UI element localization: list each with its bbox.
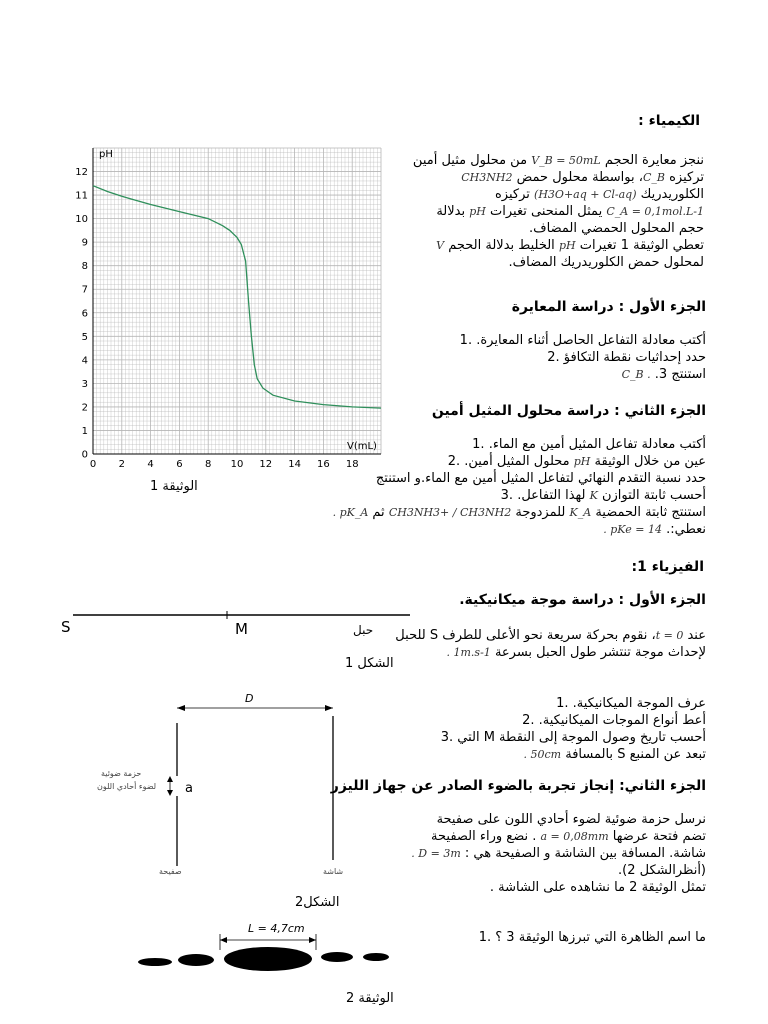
x-tick-label: 4 <box>147 459 154 470</box>
fringe <box>321 952 353 962</box>
figure1-caption: الشكل 1 <box>345 656 394 671</box>
y-tick-label: 9 <box>81 237 88 249</box>
y-tick-label: 10 <box>75 214 88 226</box>
graph-x-tick-labels <box>90 459 359 470</box>
titration-graph <box>70 140 390 480</box>
beam-label-2: لضوء أحادي اللون <box>97 782 157 791</box>
list-item: أعط أنواع الموجات الميكانيكية. .2 <box>522 713 706 728</box>
chemistry-part2-list <box>326 436 706 542</box>
physics-part2-title: الجزء الثاني: إنجاز تجربة بالضوء الصادر عن جهاز الليزر <box>330 778 706 794</box>
list-item: أحسب تاريخ وصول الموجة إلى النقطة M التي .3 <box>440 730 706 745</box>
chemistry-title: الكيمياء : <box>638 113 700 129</box>
figure2-caption: الشكل2 <box>295 895 340 910</box>
chemistry-intro: ننجز معايرة الحجم V_B = 50mL من محلول مثيل أمين تركيزه C_B، بواسطة محلول حمض CH3NH2 الكلوريدريك (H3O+aq + Cl-aq) تركيزه C_A = 0,1mol.L-1 يمثل المنحنى تغيرات pH بدلالة حجم المحلول الحمضي المضاف. تعطي الوثيقة 1 تغيرات pH الخليط بدلالة الحجم V لمحلول حمض الكلوريدريك المضاف. <box>412 153 704 270</box>
document2-caption: الوثيقة 2 <box>346 991 394 1006</box>
x-tick-label: 10 <box>230 459 244 470</box>
rope-label: حبل <box>353 623 374 637</box>
list-item: أكتب معادلة تفاعل المثيل أمين مع الماء. .1 <box>472 437 706 452</box>
list-item: نعطي:. pKe = 14 . <box>603 522 706 537</box>
fringe <box>138 958 172 966</box>
list-item: استنتج ثابتة الحمضية K_A للمزدوجة CH3NH3+ / CH3NH2 ثم pK_A . <box>332 505 706 520</box>
graph-x-label: V(mL) <box>347 441 377 452</box>
y-tick-label: 12 <box>75 167 88 179</box>
y-tick-label: 1 <box>81 425 88 437</box>
beam-label-1: حزمة ضوئية <box>101 769 142 778</box>
x-tick-label: 18 <box>345 459 359 470</box>
x-tick-label: 14 <box>288 459 301 470</box>
x-tick-label: 6 <box>176 459 183 470</box>
y-tick-label: 8 <box>81 261 88 273</box>
screen-label: شاشة <box>323 867 344 876</box>
list-item: حدد إحداثيات نقطة التكافؤ .2 <box>547 350 706 365</box>
physics-part1-title: الجزء الأول : دراسة موجة ميكانيكية. <box>459 592 706 608</box>
chemistry-part1-title: الجزء الأول : دراسة المعايرة <box>511 299 706 315</box>
graph-y-label: pH <box>99 149 113 160</box>
pattern-width-label: L = 4,7cm <box>248 922 305 935</box>
x-tick-label: 12 <box>259 459 273 470</box>
fringe <box>178 954 214 966</box>
distance-d-label: D <box>245 692 254 705</box>
list-item: ما اسم الظاهرة التي تبرزها الوثيقة 3 ؟ .1 <box>478 930 706 945</box>
y-tick-label: 11 <box>75 190 88 202</box>
y-tick-label: 4 <box>81 355 88 367</box>
plate-label: صفيحة <box>159 867 182 876</box>
y-tick-label: 3 <box>81 378 88 390</box>
physics-title: الفيزياء 1: <box>631 559 704 575</box>
physics-part1-intro: عند t = 0، نقوم بحركة سريعة نحو الأعلى للطرف S للحبل لإحداث موجة تنتشر طول الحبل بسرعة 1m.s-1 . <box>395 628 706 660</box>
chemistry-part1-list <box>400 332 706 383</box>
diffraction-setup-figure <box>95 688 375 913</box>
slit-width-label: a <box>185 781 193 796</box>
graph-y-tick-labels <box>75 167 88 460</box>
list-item: أحسب ثابتة التوازن K لهذا التفاعل. .3 <box>500 488 706 503</box>
y-tick-label: 2 <box>81 402 88 414</box>
rope-figure <box>55 605 415 690</box>
physics-part2-question <box>400 929 706 946</box>
fringe <box>363 953 389 961</box>
graph-caption: الوثيقة 1 <box>150 479 198 494</box>
x-tick-label: 2 <box>118 459 125 470</box>
central-fringe <box>224 947 312 971</box>
y-tick-label: 5 <box>81 331 88 343</box>
y-tick-label: 6 <box>81 308 88 320</box>
list-item: عرف الموجة الميكانيكية. .1 <box>556 696 706 711</box>
list-item: تبعد عن المنبع S بالمسافة 50cm . <box>523 747 706 762</box>
chemistry-part2-title: الجزء الثاني : دراسة محلول المثيل أمين <box>431 403 706 419</box>
list-item: عين من خلال الوثيقة pH محلول المثيل أمين. .2 <box>447 454 706 469</box>
point-m-label: M <box>235 620 248 638</box>
physics-part2-text: نرسل حزمة ضوئية لضوء أحادي اللون على صفيحة تضم فتحة عرضها a = 0,08mm . نضع وراء الصفيحة شاشة. المسافة بين الشاشة و الصفيحة هي : D = 3m . (أنظرالشكل 2). تمثل الوثيقة 2 ما نشاهده على الشاشة . <box>411 812 706 895</box>
y-tick-label: 0 <box>81 449 88 461</box>
x-tick-label: 0 <box>89 459 97 470</box>
x-tick-label: 8 <box>205 459 212 470</box>
y-tick-label: 7 <box>81 284 88 296</box>
x-tick-label: 16 <box>317 459 330 470</box>
diffraction-pattern <box>130 912 405 1020</box>
list-item: استنتج C_B . .3 <box>621 367 706 382</box>
physics-part1-list <box>380 695 706 763</box>
list-item: أكتب معادلة التفاعل الحاصل أثناء المعايرة. .1 <box>459 333 706 348</box>
source-label: S <box>61 618 71 636</box>
list-item: حدد نسبة التقدم النهائي لتفاعل المثيل أمين مع الماء.و استنتج <box>375 471 706 486</box>
